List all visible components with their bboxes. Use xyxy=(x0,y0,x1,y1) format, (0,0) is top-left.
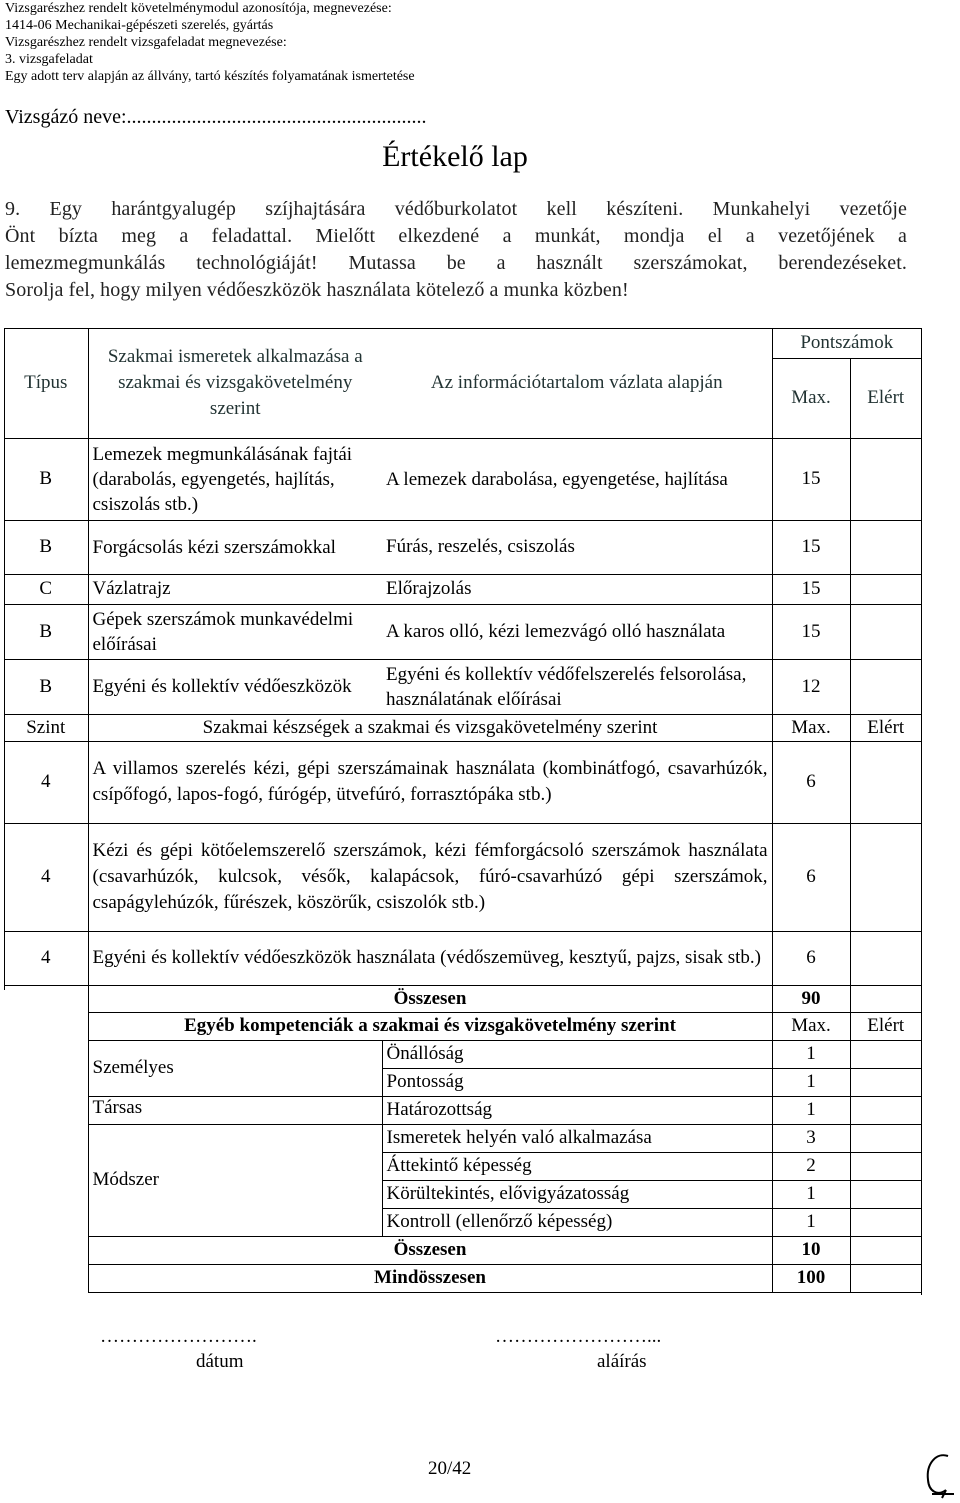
task-line-4: Sorolja fel, hogy milyen védőeszközök használata kötelező a munka közben! xyxy=(5,279,629,301)
competency-achieved xyxy=(850,1124,921,1152)
competency-max: 1 xyxy=(772,1096,850,1124)
skill-text: A villamos szerelés kézi, gépi szerszámainak használata (kombinátfogó, csavarhúzók, csípőfogó, lapos-fogó, fúrógép, ütvefúró, forrasztópáka stb.) xyxy=(88,741,772,823)
row-topic: Gépek szerszámok munkavédelmi előírásai xyxy=(88,604,382,659)
row-type: B xyxy=(4,604,88,659)
header-module-label: Vizsgarészhez rendelt követelménymodul azonosítója, megnevezése: xyxy=(5,1,392,16)
row-content: Egyéni és kollektív védőfelszerelés felsorolása, használatának előírásai xyxy=(382,659,772,714)
row-content: Fúrás, reszelés, csiszolás xyxy=(382,520,772,574)
skill-text: Kézi és gépi kötőelemszerelő szerszámok, kézi fémforgácsoló szerszámok használata (csavarhúzók, kulcsok, vésők, kalapácsok, fúró-csavarhúzó gépi szerszámok, csapágylehúzók, fűrészek, köszörűk, csiszolók stb.) xyxy=(88,823,772,931)
skills-level-header: Szint xyxy=(4,714,88,741)
examinee-name-line: Vizsgázó neve:............................................................ xyxy=(5,106,427,128)
evaluation-table xyxy=(4,328,921,1293)
row-topic: Lemezek megmunkálásának fajtái (darabolás, egyengetés, hajlítás, csiszolás stb.) xyxy=(92,443,353,515)
competency-name: Önállóság xyxy=(382,1040,772,1068)
task-line-3: lemezmegmunkálás technológiáját! Mutassa be a használt szerszámokat, berendezéseket. xyxy=(5,252,907,274)
competency-achieved xyxy=(850,1096,921,1124)
skill-achieved xyxy=(850,823,921,931)
row-topic: Forgácsolás kézi szerszámokkal xyxy=(88,520,382,574)
table-row xyxy=(4,741,921,823)
page-number: 20/42 xyxy=(428,1458,472,1479)
skills-header-row xyxy=(4,714,921,741)
table-row xyxy=(4,931,921,985)
table-row xyxy=(4,1124,921,1152)
group-personal: Személyes xyxy=(88,1040,382,1096)
table-top-border xyxy=(4,328,921,329)
row-max: 15 xyxy=(772,604,850,659)
table-row xyxy=(4,520,921,574)
skill-achieved xyxy=(850,741,921,823)
table-row xyxy=(4,604,921,659)
date-dots: ……………………. xyxy=(100,1326,257,1347)
table-header-row xyxy=(4,328,921,358)
skill-max: 6 xyxy=(772,823,850,931)
other-total-label: Összesen xyxy=(88,1236,772,1264)
header-module-name: 1414-06 Mechanikai-gépészeti szerelés, gyártás xyxy=(5,18,274,33)
skills-achieved-header: Elért xyxy=(850,714,921,741)
date-label: dátum xyxy=(196,1351,244,1372)
table-row xyxy=(4,1040,921,1068)
signature-label: aláírás xyxy=(597,1351,647,1372)
grand-total-label: Mindösszesen xyxy=(88,1264,772,1292)
competency-name: Körültekintés, elővigyázatosság xyxy=(382,1180,772,1208)
competency-name: Áttekintő képesség xyxy=(382,1152,772,1180)
grand-total-value: 100 xyxy=(772,1264,850,1292)
competency-max: 2 xyxy=(772,1152,850,1180)
row-content: Előrajzolás xyxy=(382,574,772,604)
row-type: B xyxy=(4,520,88,574)
header-outline: Az információtartalom vázlata alapján xyxy=(382,328,772,438)
competency-name: Határozottság xyxy=(382,1096,772,1124)
header-task-name: Egy adott terv alapján az állvány, tartó készítés folyamatának ismertetése xyxy=(5,69,415,84)
other-max-header: Max. xyxy=(772,1012,850,1040)
row-content: A lemezek darabolása, egyengetése, hajlítása xyxy=(382,438,772,520)
competency-max: 1 xyxy=(772,1068,850,1096)
header-knowledge: Szakmai ismeretek alkalmazása a szakmai és vizsgakövetelmény szerint xyxy=(88,328,382,438)
skills-total-label: Összesen xyxy=(88,985,772,1012)
competency-max: 1 xyxy=(772,1208,850,1236)
skill-text: Egyéni és kollektív védőeszközök használata (védőszemüveg, kesztyű, pajzs, sisak stb.) xyxy=(88,931,772,985)
competency-max: 3 xyxy=(772,1124,850,1152)
skills-total-row xyxy=(4,985,921,1012)
page-title xyxy=(0,140,910,174)
row-max: 15 xyxy=(772,520,850,574)
table-row xyxy=(4,438,921,520)
competency-achieved xyxy=(850,1152,921,1180)
row-topic: Vázlatrajz xyxy=(88,574,382,604)
row-achieved xyxy=(850,659,921,714)
skills-max-header: Max. xyxy=(772,714,850,741)
table-right-border xyxy=(921,328,922,1295)
row-type: B xyxy=(4,438,88,520)
task-line-2: Önt bízta meg a feladattal. Mielőtt elkezdené a munkát, mondja el a vezetőjének a xyxy=(5,225,907,247)
header-type: Típus xyxy=(4,328,88,438)
other-total-value: 10 xyxy=(772,1236,850,1264)
signature-dots: ……………………... xyxy=(495,1326,662,1347)
table-left-border xyxy=(4,328,5,990)
competency-achieved xyxy=(850,1068,921,1096)
other-title: Egyéb kompetenciák a szakmai és vizsgakövetelmény szerint xyxy=(88,1012,772,1040)
table-row xyxy=(4,1096,921,1124)
group-social: Társas xyxy=(88,1096,382,1124)
group-method: Módszer xyxy=(88,1124,382,1236)
competency-name: Kontroll (ellenőrző képesség) xyxy=(382,1208,772,1236)
task-description xyxy=(5,196,907,304)
task-line-1: 9. Egy harántgyalugép szíjhajtására védőburkolatot kell készíteni. Munkahelyi vezetője xyxy=(5,198,907,220)
row-topic: Egyéni és kollektív védőeszközök xyxy=(88,659,382,714)
row-achieved xyxy=(850,438,921,520)
other-achieved-header: Elért xyxy=(850,1012,921,1040)
skill-level: 4 xyxy=(4,741,88,823)
other-header-row xyxy=(4,1012,921,1040)
table-row xyxy=(4,659,921,714)
header-max: Max. xyxy=(772,358,850,438)
row-max: 15 xyxy=(772,574,850,604)
competency-max: 1 xyxy=(772,1180,850,1208)
row-type: C xyxy=(4,574,88,604)
table-row xyxy=(4,574,921,604)
header-task-label: Vizsgarészhez rendelt vizsgafeladat megnevezése: xyxy=(5,35,287,50)
row-achieved xyxy=(850,604,921,659)
other-total-row xyxy=(4,1236,921,1264)
row-achieved xyxy=(850,574,921,604)
competency-achieved xyxy=(850,1040,921,1068)
skill-level: 4 xyxy=(4,823,88,931)
skills-total-achieved xyxy=(850,985,921,1012)
competency-achieved xyxy=(850,1180,921,1208)
competency-achieved xyxy=(850,1208,921,1236)
row-type: B xyxy=(4,659,88,714)
row-achieved xyxy=(850,520,921,574)
skill-level: 4 xyxy=(4,931,88,985)
header-task-number: 3. vizsgafeladat xyxy=(5,52,93,67)
header-achieved: Elért xyxy=(850,358,921,438)
skill-max: 6 xyxy=(772,931,850,985)
page-title-text: Értékelő lap xyxy=(382,140,528,173)
skill-max: 6 xyxy=(772,741,850,823)
corner-signature-mark xyxy=(918,1450,958,1500)
other-total-achieved xyxy=(850,1236,921,1264)
table-row xyxy=(4,823,921,931)
grand-total-row xyxy=(4,1264,921,1292)
row-max: 15 xyxy=(772,438,850,520)
skill-achieved xyxy=(850,931,921,985)
competency-name: Pontosság xyxy=(382,1068,772,1096)
competency-name: Ismeretek helyén való alkalmazása xyxy=(382,1124,772,1152)
competency-max: 1 xyxy=(772,1040,850,1068)
row-content: A karos olló, kézi lemezvágó olló használata xyxy=(382,604,772,659)
grand-total-achieved xyxy=(850,1264,921,1292)
skills-title: Szakmai készségek a szakmai és vizsgakövetelmény szerint xyxy=(88,714,772,741)
skills-total-value: 90 xyxy=(772,985,850,1012)
row-max: 12 xyxy=(772,659,850,714)
header-points: Pontszámok xyxy=(772,328,921,358)
document-header xyxy=(5,0,415,85)
